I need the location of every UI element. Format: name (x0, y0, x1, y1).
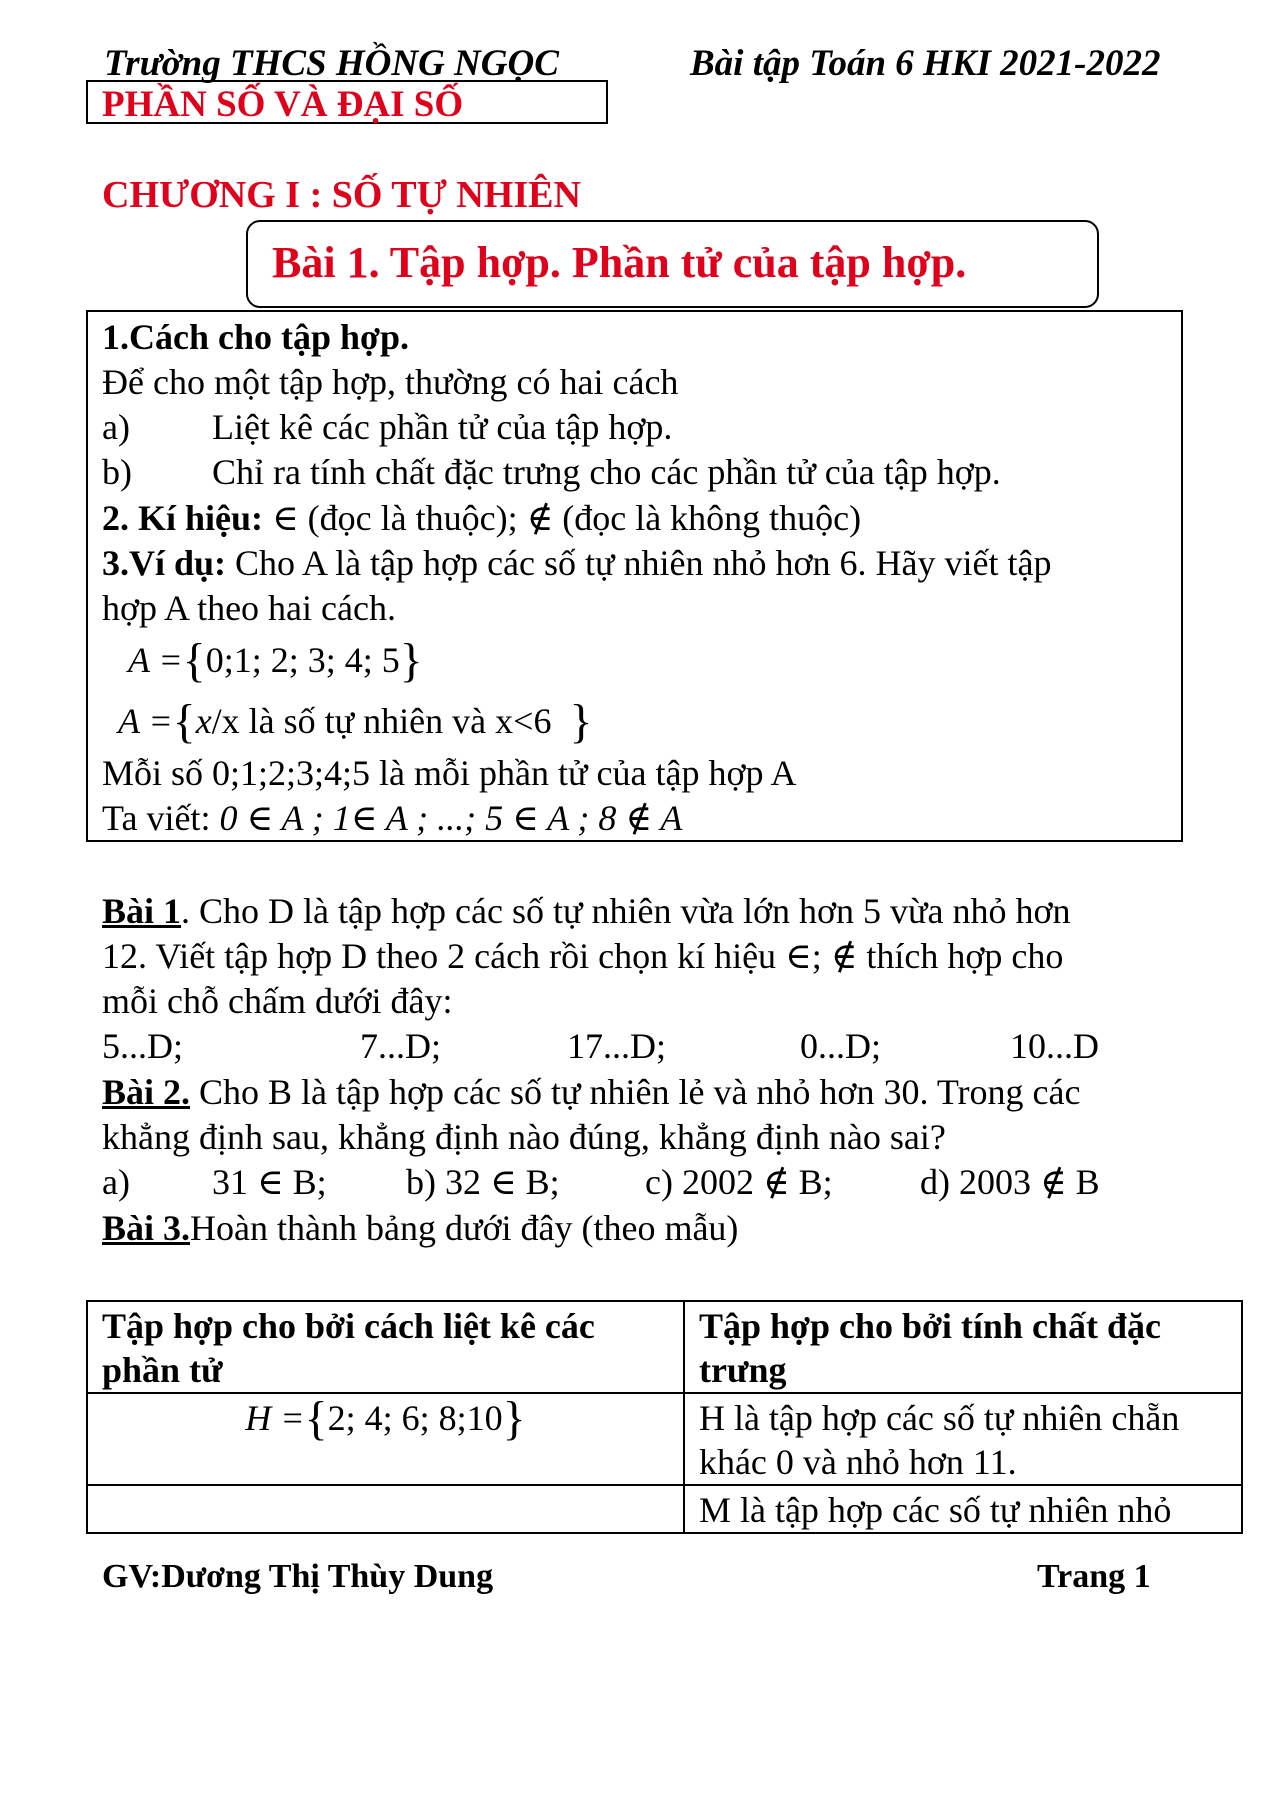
chapter-title: CHƯƠNG I : SỐ TỰ NHIÊN (102, 174, 581, 216)
left-brace-icon: { (304, 1392, 328, 1445)
school-name: Trường THCS HỒNG NGỌC (104, 43, 559, 84)
theory-item-b-text: Chỉ ra tính chất đặc trưng cho các phần tử của tập hợp. (212, 452, 1001, 492)
exercise2-choice-d: d) 2003 ∉ B (920, 1162, 1100, 1202)
right-brace-icon: } (569, 695, 593, 748)
exercise2-line2: khẳng định sau, khẳng định nào đúng, khẳng định nào sai? (102, 1117, 946, 1157)
theory-elements-note: Mỗi số 0;1;2;3;4;5 là mỗi phần tử của tập hợp A (102, 753, 797, 793)
example-text: Cho A là tập hợp các số tự nhiên nhỏ hơn 6. Hãy viết tập (226, 543, 1052, 583)
page-number: Trang 1 (1037, 1558, 1151, 1595)
exercise1-line3: mỗi chỗ chấm dưới đây: (102, 981, 453, 1021)
theory-example-cont: hợp A theo hai cách. (102, 588, 396, 628)
right-brace-icon: } (502, 1392, 526, 1445)
document-title: Bài tập Toán 6 HKI 2021-2022 (690, 43, 1161, 84)
exercise2-choice-a: 31 ∈ B; (212, 1162, 327, 1202)
exercise2-text1: Cho B là tập hợp các số tự nhiên lẻ và nhỏ hơn 30. Trong các (190, 1072, 1081, 1112)
left-brace-icon: { (182, 634, 206, 687)
symbol-label: 2. Kí hiệu: (102, 498, 264, 538)
table-cell-property-m: M là tập hợp các số tự nhiên nhỏ (684, 1485, 1242, 1533)
exercise1-blank-3: 17...D; (567, 1026, 666, 1066)
set-prop-text: /x là số tự nhiên và x<6 (211, 701, 552, 741)
set-prop-lhs: A = (118, 701, 173, 741)
exercise3-table (86, 1300, 1243, 1534)
exercise2-line1 (102, 1071, 1080, 1113)
exercise1-line1 (102, 890, 1071, 932)
theory-symbols (102, 497, 861, 539)
table-header-list: Tập hợp cho bởi cách liệt kê các phần tử (87, 1301, 684, 1393)
write-label: Ta viết: (102, 798, 220, 838)
set-list-elements: 0;1; 2; 3; 4; 5 (205, 640, 400, 680)
row1-elements: 2; 4; 6; 8;10 (327, 1398, 503, 1438)
table-cell-property-h: H là tập hợp các số tự nhiên chẵn khác 0 và nhỏ hơn 11. (684, 1393, 1242, 1485)
exercise2-choice-b: b) 32 ∈ B; (406, 1162, 560, 1202)
exercise2-label: Bài 2. (102, 1072, 191, 1112)
exercise3-text: Hoàn thành bảng dưới đây (theo mẫu) (190, 1208, 739, 1248)
part-title: PHẦN SỐ VÀ ĐẠI SỐ (102, 84, 464, 125)
table-cell-list-h (87, 1393, 684, 1485)
theory-item-a-text: Liệt kê các phần tử của tập hợp. (212, 407, 673, 447)
set-list-formula (128, 633, 423, 688)
exercise3-line (102, 1207, 738, 1249)
theory-write (102, 797, 682, 839)
set-property-formula (118, 694, 593, 749)
table-row (87, 1393, 1242, 1485)
exercise1-blank-5: 10...D (1010, 1026, 1099, 1066)
write-expression: 0 ∈ A ; 1∈ A ; ...; 5 ∈ A ; 8 ∉ A (219, 798, 683, 838)
symbol-text: ∈ (đọc là thuộc); ∉ (đọc là không thuộc) (272, 498, 862, 538)
table-header-property: Tập hợp cho bởi tính chất đặc trưng (684, 1301, 1242, 1393)
theory-intro: Để cho một tập hợp, thường có hai cách (102, 362, 679, 402)
set-list-lhs: A = (128, 640, 183, 680)
theory-item-b-label: b) (102, 452, 132, 492)
exercise1-label: Bài 1 (102, 891, 182, 931)
exercise1-line2: 12. Viết tập hợp D theo 2 cách rồi chọn kí hiệu ∈; ∉ thích hợp cho (102, 936, 1064, 976)
left-brace-icon: { (172, 695, 196, 748)
teacher-name: GV:Dương Thị Thùy Dung (102, 1558, 494, 1595)
exercise1-blank-2: 7...D; (360, 1026, 441, 1066)
exercise2-choice-label-a: a) (102, 1162, 130, 1202)
example-label: 3.Ví dụ: (102, 543, 227, 583)
table-header-row (87, 1301, 1242, 1393)
row1-lhs: H = (245, 1398, 305, 1438)
set-prop-var: x (195, 701, 212, 741)
exercise3-label: Bài 3. (102, 1208, 191, 1248)
theory-item-a-label: a) (102, 407, 130, 447)
theory-heading-1: 1.Cách cho tập hợp. (102, 317, 409, 357)
exercise2-choice-c: c) 2002 ∉ B; (645, 1162, 833, 1202)
table-row (87, 1485, 1242, 1533)
exercise1-blank-1: 5...D; (102, 1026, 183, 1066)
theory-example (102, 542, 1051, 584)
table-cell-list-m (87, 1485, 684, 1533)
right-brace-icon: } (399, 634, 423, 687)
lesson-title: Bài 1. Tập hợp. Phần tử của tập hợp. (272, 238, 967, 287)
exercise1-blank-4: 0...D; (800, 1026, 881, 1066)
exercise1-text1: . Cho D là tập hợp các số tự nhiên vừa lớn hơn 5 vừa nhỏ hơn (181, 891, 1071, 931)
